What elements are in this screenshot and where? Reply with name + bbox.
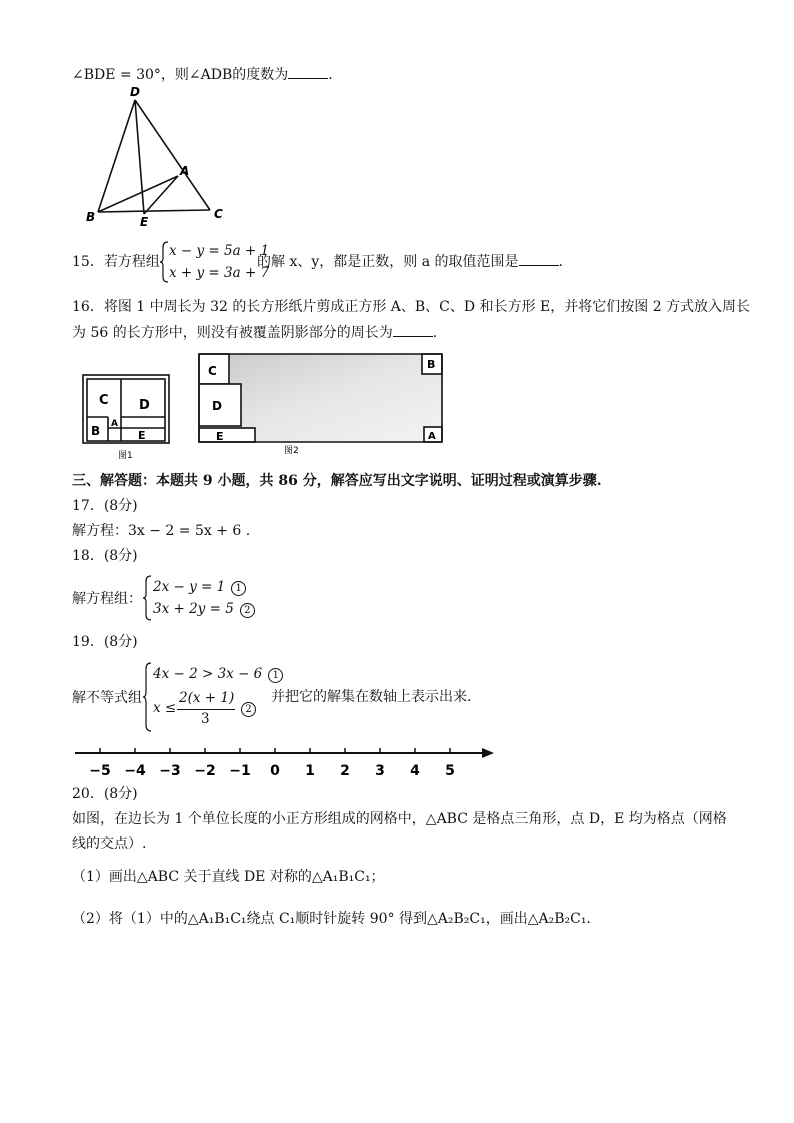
fig2-label-b: B bbox=[427, 358, 436, 371]
triangle-figure bbox=[80, 84, 230, 226]
label-b: B bbox=[86, 210, 96, 224]
axis-tick-label: 2 bbox=[340, 763, 350, 779]
q18-system bbox=[153, 576, 255, 620]
figure-2 bbox=[196, 351, 446, 457]
arrow-icon bbox=[482, 748, 494, 758]
section-3-header: 三、解答题：本题共 9 小题，共 86 分，解答应写出文字说明、证明过程或演算步骤. bbox=[72, 473, 602, 489]
axis-tick-label: 4 bbox=[410, 763, 420, 779]
axis-tick-label: 3 bbox=[375, 763, 385, 779]
axis-tick-label: −5 bbox=[89, 763, 111, 779]
fig2-label-e: E bbox=[216, 430, 224, 443]
axis-tick-label: −2 bbox=[194, 763, 216, 779]
q19-header: 19．(8分) bbox=[72, 634, 138, 650]
brace-icon bbox=[159, 241, 169, 283]
q20-line2: 线的交点）. bbox=[72, 836, 147, 852]
q19-suffix: 并把它的解集在数轴上表示出来. bbox=[271, 689, 472, 705]
fig1-caption: 图1 bbox=[118, 451, 133, 461]
marker-2: 2 bbox=[241, 702, 256, 717]
number-line bbox=[70, 745, 500, 781]
label-c: C bbox=[214, 207, 223, 221]
axis-tick-label: −4 bbox=[124, 763, 146, 779]
axis-tick-label: −1 bbox=[229, 763, 251, 779]
figure-1 bbox=[80, 372, 175, 462]
q15-eq2: x + y = 3a + 7 bbox=[169, 265, 270, 281]
q15-system bbox=[169, 240, 269, 284]
q18-eq1: 2x − y = 1 bbox=[153, 579, 226, 595]
fig1-label-d: D bbox=[139, 398, 150, 413]
q15-number: 15．若方程组 bbox=[72, 254, 160, 270]
q20-header: 20．(8分) bbox=[72, 786, 138, 802]
marker-2: 2 bbox=[240, 603, 255, 618]
answer-blank bbox=[519, 253, 559, 266]
fraction-denominator: 3 bbox=[201, 711, 210, 727]
fig1-label-b: B bbox=[91, 424, 101, 438]
brace-icon bbox=[142, 662, 152, 732]
fig2-label-d: D bbox=[212, 399, 222, 413]
answer-blank bbox=[393, 324, 433, 337]
answer-blank bbox=[288, 66, 328, 79]
q14-question: ∠BDE = 30°，则∠ADB的度数为 bbox=[72, 67, 289, 83]
fig1-label-c: C bbox=[99, 393, 109, 408]
fig2-caption: 图2 bbox=[284, 446, 299, 456]
axis-tick-label: 0 bbox=[270, 763, 280, 779]
q19-ineq1: 4x − 2 > 3x − 6 1 bbox=[153, 663, 283, 685]
q20-part1: （1）画出△ABC 关于直线 DE 对称的△A₁B₁C₁； bbox=[72, 869, 385, 885]
q18-label: 解方程组： bbox=[72, 591, 142, 607]
label-e: E bbox=[140, 215, 149, 226]
marker-1: 1 bbox=[268, 668, 283, 683]
fig1-label-e: E bbox=[138, 429, 146, 442]
q17-text: 解方程：3x − 2 = 5x + 6 . bbox=[72, 523, 251, 539]
q18-header: 18．(8分) bbox=[72, 548, 138, 564]
q20-line1: 如图，在边长为 1 个单位长度的小正方形组成的网格中，△ABC 是格点三角形，点 D，E 均为格点（网格 bbox=[72, 811, 727, 827]
q20-part2: （2）将（1）中的△A₁B₁C₁绕点 C₁顺时针旋转 90° 得到△A₂B₂C₁，画出△A₂B₂C₁. bbox=[72, 911, 591, 927]
q16-line2: 为 56 的长方形中，则没有被覆盖阴影部分的周长为 . bbox=[72, 325, 438, 341]
q15-text: 的解 x、y，都是正数，则 a 的取值范围是 . bbox=[257, 254, 563, 270]
axis-tick-label: 1 bbox=[305, 763, 315, 779]
fig1-label-a: A bbox=[111, 419, 118, 429]
label-d: D bbox=[130, 85, 140, 99]
label-a: A bbox=[180, 164, 190, 178]
fig2-label-a: A bbox=[428, 431, 436, 442]
q17-header: 17．(8分) bbox=[72, 498, 138, 514]
q16-line1: 16．将图 1 中周长为 32 的长方形纸片剪成正方形 A、B、C、D 和长方形 E，并将它们按图 2 方式放入周长 bbox=[72, 299, 751, 315]
axis-tick-label: 5 bbox=[445, 763, 455, 779]
fraction-numerator: 2(x + 1) bbox=[179, 690, 235, 706]
q19-label: 解不等式组 bbox=[72, 690, 142, 706]
axis-tick-label: −3 bbox=[159, 763, 181, 779]
marker-1: 1 bbox=[231, 581, 246, 596]
q15-eq1: x − y = 5a + 1 bbox=[169, 243, 270, 259]
fraction-bar bbox=[177, 709, 235, 710]
q14-text: ∠BDE = 30°，则∠ADB的度数为 . bbox=[72, 67, 333, 83]
brace-icon bbox=[142, 575, 152, 621]
fig2-label-c: C bbox=[208, 364, 217, 378]
q18-eq2: 3x + 2y = 5 bbox=[153, 601, 234, 617]
